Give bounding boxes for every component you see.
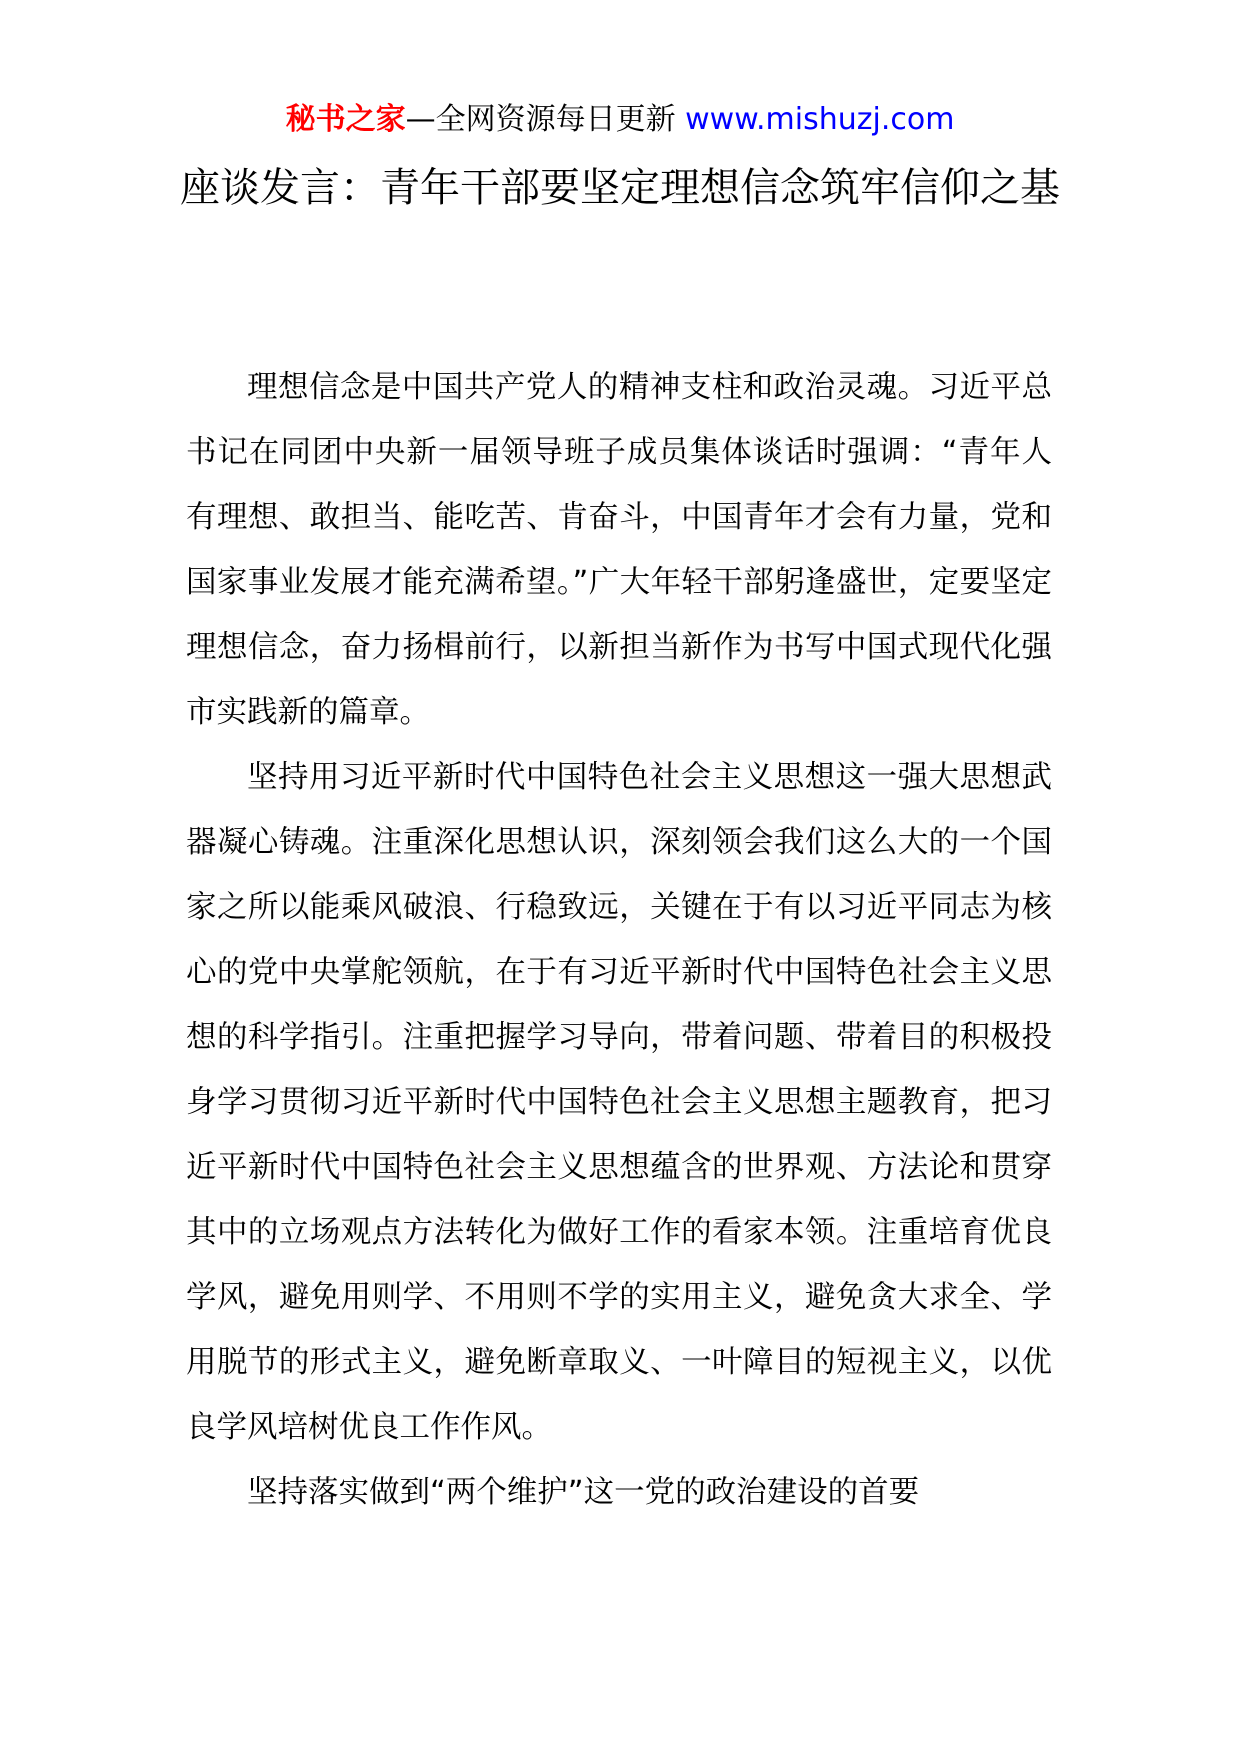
site-brand: 秘书之家 [285, 102, 406, 137]
document-title: 座谈发言：青年干部要坚定理想信念筑牢信仰之基 [180, 165, 1060, 211]
paragraph: 坚持用习近平新时代中国特色社会主义思想这一强大思想武器凝心铸魂。注重深化思想认识，深刻领会我们这么大的一个国家之所以能乘风破浪、行稳致远，关键在于有以习近平同志为核心的党中央掌舵领航，在于有习近平新时代中国特色社会主义思想的科学指引。注重把握学习导向，带着问题、带着目的积极投身学习贯彻习近平新时代中国特色社会主义思想主题教育，把习近平新时代中国特色社会主义思想蕴含的世界观、方法论和贯穿其中的立场观点方法转化为做好工作的看家本领。注重培育优良学风，避免用则学、不用则不学的实用主义，避免贪大求全、学用脱节的形式主义，避免断章取义、一叶障目的短视主义，以优良学风培树优良工作作风。 [186, 760, 1052, 1445]
site-header [0, 98, 1240, 142]
site-tagline: —全网资源每日更新 [405, 102, 686, 137]
paragraph: 坚持落实做到“两个维护”这一党的政治建设的首要 [247, 1475, 920, 1510]
document-body [186, 355, 1052, 1525]
site-url: www.mishuzj.com [685, 102, 955, 137]
paragraph: 理想信念是中国共产党人的精神支柱和政治灵魂。习近平总书记在同团中央新一届领导班子成员集体谈话时强调：“青年人有理想、敢担当、能吃苦、肯奋斗，中国青年才会有力量，党和国家事业发展才能充满希望。”广大年轻干部躬逢盛世，定要坚定理想信念，奋力扬楫前行，以新担当新作为书写中国式现代化强市实践新的篇章。 [186, 370, 1052, 730]
